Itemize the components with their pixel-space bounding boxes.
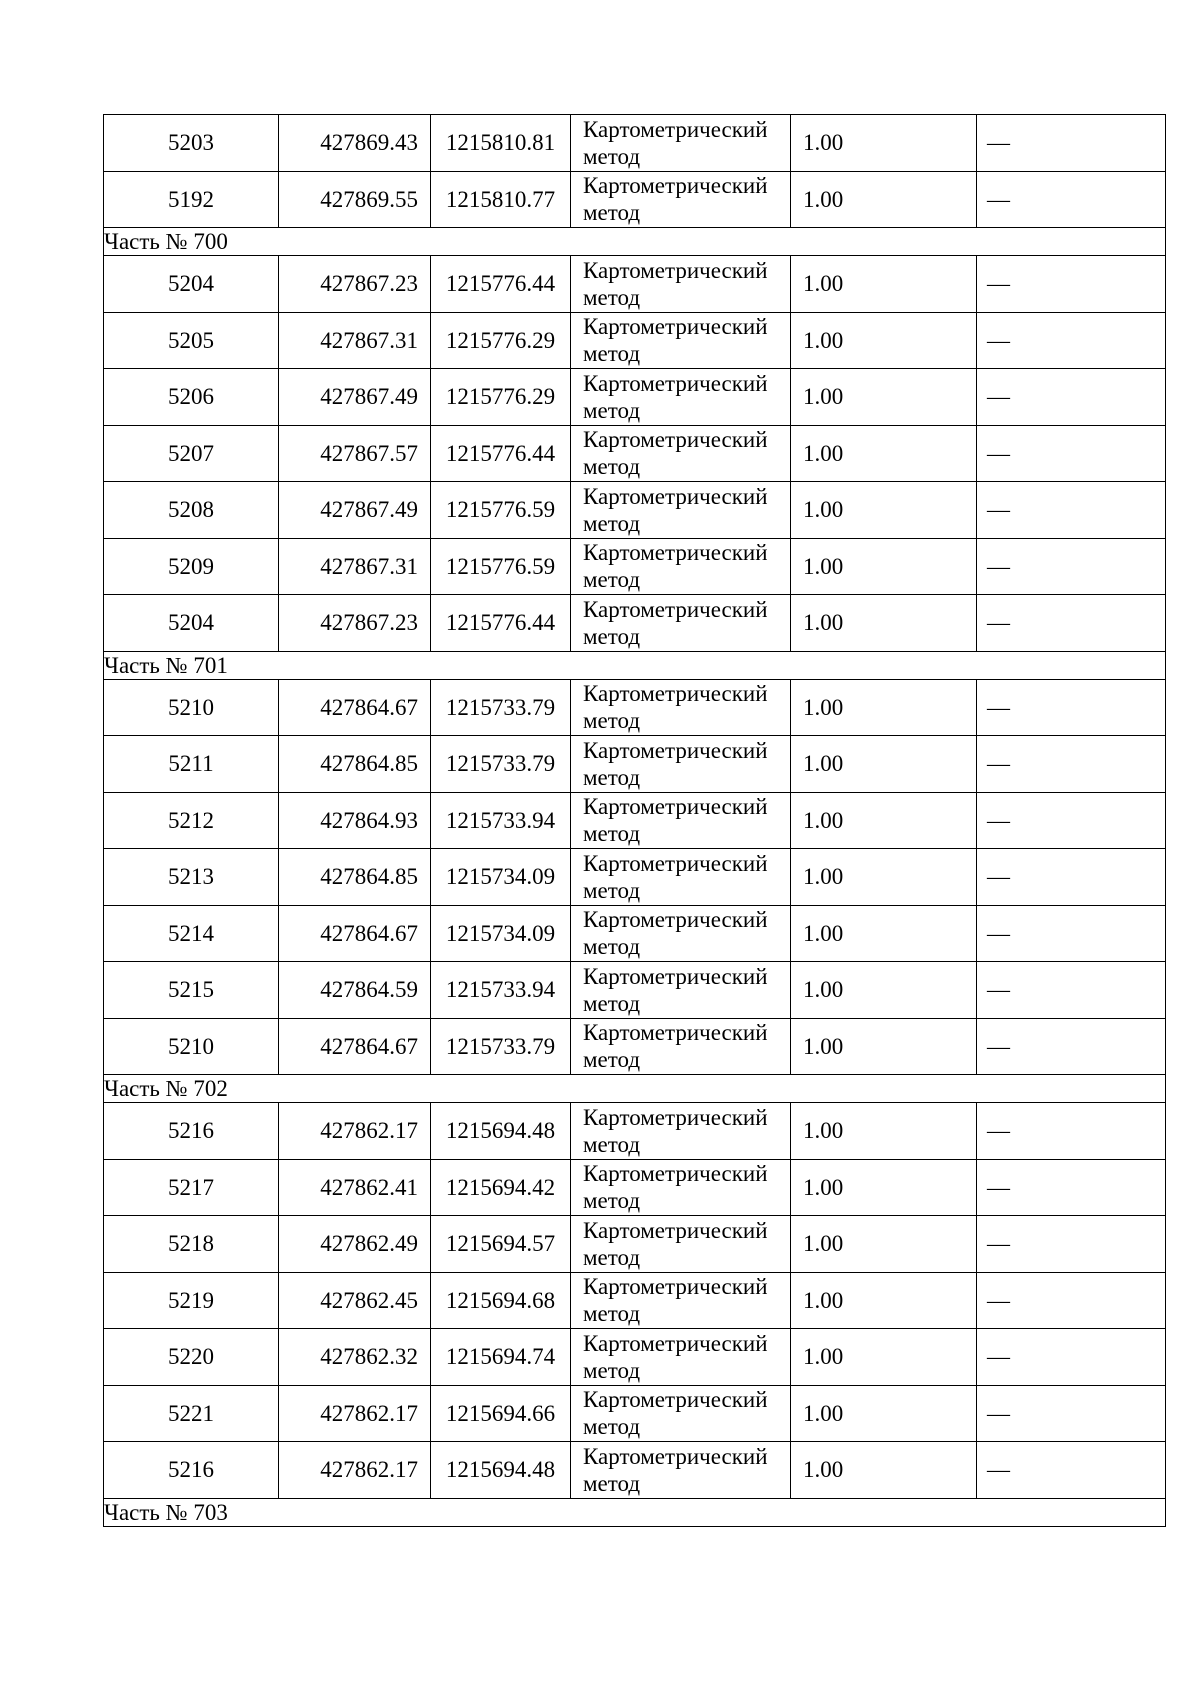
coordinates-table xyxy=(103,114,1166,1527)
point-number-cell: 5213 xyxy=(104,849,279,906)
point-number-cell: 5204 xyxy=(104,256,279,313)
point-number-cell: 5210 xyxy=(104,679,279,736)
precision-cell: 1.00 xyxy=(791,115,977,172)
method-cell: Картометрический метод xyxy=(571,849,791,906)
table-row xyxy=(104,1216,1166,1273)
part-label: Часть № 702 xyxy=(104,1075,1166,1103)
precision-cell: 1.00 xyxy=(791,595,977,652)
x-coordinate-cell: 427864.85 xyxy=(279,736,431,793)
point-number-cell: 5207 xyxy=(104,425,279,482)
precision-cell: 1.00 xyxy=(791,1159,977,1216)
y-coordinate-cell: 1215694.42 xyxy=(431,1159,571,1216)
table-row xyxy=(104,171,1166,228)
description-cell: — xyxy=(977,538,1166,595)
description-cell: — xyxy=(977,905,1166,962)
method-cell: Картометрический метод xyxy=(571,1442,791,1499)
y-coordinate-cell: 1215733.79 xyxy=(431,736,571,793)
y-coordinate-cell: 1215733.79 xyxy=(431,1018,571,1075)
x-coordinate-cell: 427862.41 xyxy=(279,1159,431,1216)
description-cell: — xyxy=(977,115,1166,172)
precision-cell: 1.00 xyxy=(791,171,977,228)
table-row xyxy=(104,1329,1166,1386)
table-row xyxy=(104,1272,1166,1329)
point-number-cell: 5203 xyxy=(104,115,279,172)
method-cell: Картометрический метод xyxy=(571,1159,791,1216)
part-header-row xyxy=(104,651,1166,679)
method-cell: Картометрический метод xyxy=(571,369,791,426)
precision-cell: 1.00 xyxy=(791,962,977,1019)
part-label: Часть № 701 xyxy=(104,651,1166,679)
method-cell: Картометрический метод xyxy=(571,115,791,172)
table-row xyxy=(104,905,1166,962)
precision-cell: 1.00 xyxy=(791,792,977,849)
precision-cell: 1.00 xyxy=(791,1216,977,1273)
method-cell: Картометрический метод xyxy=(571,962,791,1019)
y-coordinate-cell: 1215694.66 xyxy=(431,1385,571,1442)
x-coordinate-cell: 427867.23 xyxy=(279,595,431,652)
table-row xyxy=(104,1018,1166,1075)
x-coordinate-cell: 427862.32 xyxy=(279,1329,431,1386)
y-coordinate-cell: 1215776.44 xyxy=(431,256,571,313)
description-cell: — xyxy=(977,1272,1166,1329)
table-row xyxy=(104,679,1166,736)
y-coordinate-cell: 1215776.59 xyxy=(431,482,571,539)
y-coordinate-cell: 1215776.44 xyxy=(431,595,571,652)
point-number-cell: 5216 xyxy=(104,1442,279,1499)
precision-cell: 1.00 xyxy=(791,679,977,736)
method-cell: Картометрический метод xyxy=(571,1018,791,1075)
point-number-cell: 5219 xyxy=(104,1272,279,1329)
part-header-row xyxy=(104,1498,1166,1526)
y-coordinate-cell: 1215733.94 xyxy=(431,792,571,849)
part-label: Часть № 703 xyxy=(104,1498,1166,1526)
description-cell: — xyxy=(977,482,1166,539)
method-cell: Картометрический метод xyxy=(571,171,791,228)
point-number-cell: 5205 xyxy=(104,312,279,369)
point-number-cell: 5192 xyxy=(104,171,279,228)
precision-cell: 1.00 xyxy=(791,369,977,426)
method-cell: Картометрический метод xyxy=(571,538,791,595)
y-coordinate-cell: 1215734.09 xyxy=(431,905,571,962)
method-cell: Картометрический метод xyxy=(571,1385,791,1442)
y-coordinate-cell: 1215776.59 xyxy=(431,538,571,595)
precision-cell: 1.00 xyxy=(791,425,977,482)
table-row xyxy=(104,849,1166,906)
x-coordinate-cell: 427867.31 xyxy=(279,538,431,595)
point-number-cell: 5208 xyxy=(104,482,279,539)
x-coordinate-cell: 427867.49 xyxy=(279,369,431,426)
table-row xyxy=(104,1385,1166,1442)
description-cell: — xyxy=(977,1018,1166,1075)
method-cell: Картометрический метод xyxy=(571,1329,791,1386)
description-cell: — xyxy=(977,1159,1166,1216)
description-cell: — xyxy=(977,679,1166,736)
y-coordinate-cell: 1215776.44 xyxy=(431,425,571,482)
description-cell: — xyxy=(977,736,1166,793)
table-row xyxy=(104,115,1166,172)
description-cell: — xyxy=(977,595,1166,652)
precision-cell: 1.00 xyxy=(791,849,977,906)
table-row xyxy=(104,1103,1166,1160)
x-coordinate-cell: 427864.67 xyxy=(279,1018,431,1075)
y-coordinate-cell: 1215734.09 xyxy=(431,849,571,906)
point-number-cell: 5217 xyxy=(104,1159,279,1216)
x-coordinate-cell: 427864.85 xyxy=(279,849,431,906)
y-coordinate-cell: 1215776.29 xyxy=(431,312,571,369)
method-cell: Картометрический метод xyxy=(571,312,791,369)
x-coordinate-cell: 427867.23 xyxy=(279,256,431,313)
precision-cell: 1.00 xyxy=(791,482,977,539)
table-row xyxy=(104,792,1166,849)
x-coordinate-cell: 427862.17 xyxy=(279,1385,431,1442)
method-cell: Картометрический метод xyxy=(571,595,791,652)
point-number-cell: 5212 xyxy=(104,792,279,849)
point-number-cell: 5210 xyxy=(104,1018,279,1075)
table-row xyxy=(104,538,1166,595)
x-coordinate-cell: 427862.17 xyxy=(279,1442,431,1499)
description-cell: — xyxy=(977,369,1166,426)
y-coordinate-cell: 1215694.68 xyxy=(431,1272,571,1329)
y-coordinate-cell: 1215810.81 xyxy=(431,115,571,172)
description-cell: — xyxy=(977,1385,1166,1442)
y-coordinate-cell: 1215776.29 xyxy=(431,369,571,426)
point-number-cell: 5211 xyxy=(104,736,279,793)
precision-cell: 1.00 xyxy=(791,538,977,595)
precision-cell: 1.00 xyxy=(791,1103,977,1160)
precision-cell: 1.00 xyxy=(791,1385,977,1442)
description-cell: — xyxy=(977,962,1166,1019)
y-coordinate-cell: 1215733.94 xyxy=(431,962,571,1019)
y-coordinate-cell: 1215694.74 xyxy=(431,1329,571,1386)
precision-cell: 1.00 xyxy=(791,1442,977,1499)
description-cell: — xyxy=(977,1329,1166,1386)
x-coordinate-cell: 427864.67 xyxy=(279,905,431,962)
x-coordinate-cell: 427867.49 xyxy=(279,482,431,539)
point-number-cell: 5214 xyxy=(104,905,279,962)
y-coordinate-cell: 1215810.77 xyxy=(431,171,571,228)
description-cell: — xyxy=(977,171,1166,228)
method-cell: Картометрический метод xyxy=(571,679,791,736)
table-row xyxy=(104,369,1166,426)
x-coordinate-cell: 427869.43 xyxy=(279,115,431,172)
x-coordinate-cell: 427867.57 xyxy=(279,425,431,482)
precision-cell: 1.00 xyxy=(791,312,977,369)
method-cell: Картометрический метод xyxy=(571,736,791,793)
point-number-cell: 5209 xyxy=(104,538,279,595)
part-header-row xyxy=(104,228,1166,256)
point-number-cell: 5220 xyxy=(104,1329,279,1386)
precision-cell: 1.00 xyxy=(791,256,977,313)
point-number-cell: 5215 xyxy=(104,962,279,1019)
description-cell: — xyxy=(977,1216,1166,1273)
precision-cell: 1.00 xyxy=(791,1272,977,1329)
method-cell: Картометрический метод xyxy=(571,905,791,962)
table-body xyxy=(104,115,1166,1527)
description-cell: — xyxy=(977,256,1166,313)
precision-cell: 1.00 xyxy=(791,736,977,793)
point-number-cell: 5204 xyxy=(104,595,279,652)
point-number-cell: 5216 xyxy=(104,1103,279,1160)
method-cell: Картометрический метод xyxy=(571,1103,791,1160)
x-coordinate-cell: 427864.59 xyxy=(279,962,431,1019)
table-row xyxy=(104,1159,1166,1216)
table-row xyxy=(104,425,1166,482)
method-cell: Картометрический метод xyxy=(571,792,791,849)
method-cell: Картометрический метод xyxy=(571,482,791,539)
table-row xyxy=(104,962,1166,1019)
description-cell: — xyxy=(977,425,1166,482)
x-coordinate-cell: 427869.55 xyxy=(279,171,431,228)
x-coordinate-cell: 427864.93 xyxy=(279,792,431,849)
x-coordinate-cell: 427862.45 xyxy=(279,1272,431,1329)
x-coordinate-cell: 427867.31 xyxy=(279,312,431,369)
table-row xyxy=(104,482,1166,539)
table-row xyxy=(104,595,1166,652)
point-number-cell: 5206 xyxy=(104,369,279,426)
x-coordinate-cell: 427862.17 xyxy=(279,1103,431,1160)
description-cell: — xyxy=(977,849,1166,906)
y-coordinate-cell: 1215694.57 xyxy=(431,1216,571,1273)
table-row xyxy=(104,736,1166,793)
table-row xyxy=(104,312,1166,369)
part-label: Часть № 700 xyxy=(104,228,1166,256)
method-cell: Картометрический метод xyxy=(571,1216,791,1273)
table-row xyxy=(104,1442,1166,1499)
description-cell: — xyxy=(977,1442,1166,1499)
point-number-cell: 5218 xyxy=(104,1216,279,1273)
point-number-cell: 5221 xyxy=(104,1385,279,1442)
precision-cell: 1.00 xyxy=(791,1018,977,1075)
method-cell: Картометрический метод xyxy=(571,425,791,482)
x-coordinate-cell: 427862.49 xyxy=(279,1216,431,1273)
part-header-row xyxy=(104,1075,1166,1103)
y-coordinate-cell: 1215694.48 xyxy=(431,1442,571,1499)
method-cell: Картометрический метод xyxy=(571,1272,791,1329)
description-cell: — xyxy=(977,312,1166,369)
description-cell: — xyxy=(977,792,1166,849)
table-row xyxy=(104,256,1166,313)
y-coordinate-cell: 1215733.79 xyxy=(431,679,571,736)
method-cell: Картометрический метод xyxy=(571,256,791,313)
precision-cell: 1.00 xyxy=(791,905,977,962)
y-coordinate-cell: 1215694.48 xyxy=(431,1103,571,1160)
precision-cell: 1.00 xyxy=(791,1329,977,1386)
description-cell: — xyxy=(977,1103,1166,1160)
x-coordinate-cell: 427864.67 xyxy=(279,679,431,736)
